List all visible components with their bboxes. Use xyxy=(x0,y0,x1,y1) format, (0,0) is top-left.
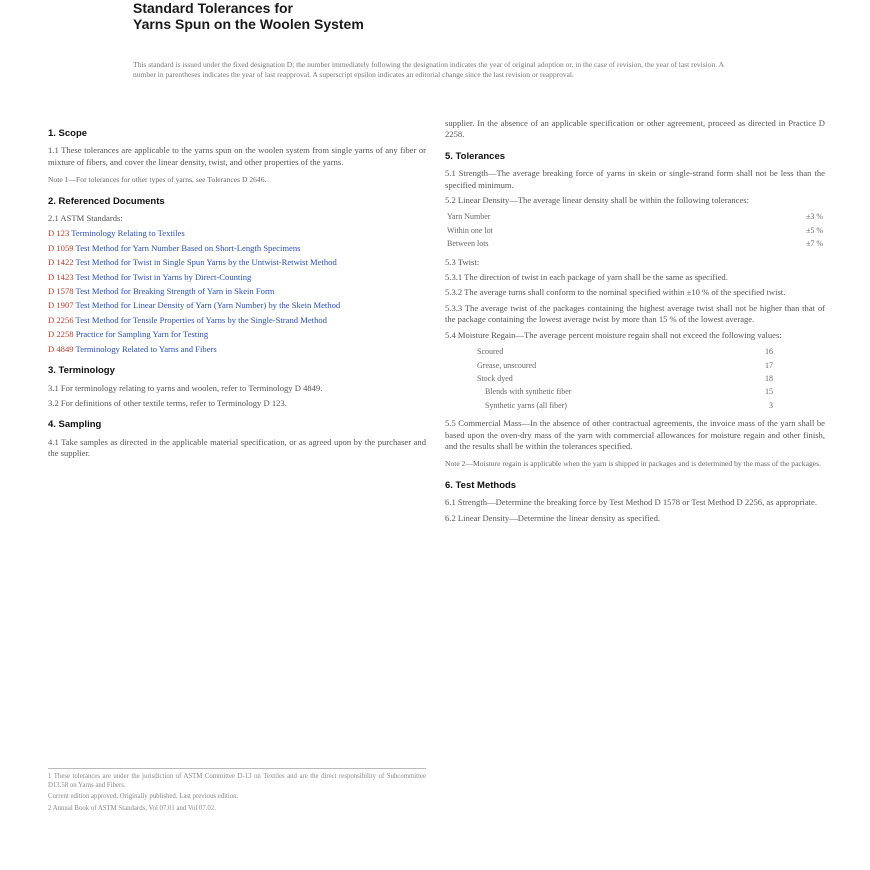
reference-title: Practice for Sampling Yarn for Testing xyxy=(75,329,209,340)
footnote: 2 Annual Book of ASTM Standards, Vol 07.01 and Vol 07.02. xyxy=(48,804,216,812)
table-cell-label: Between lots xyxy=(447,239,489,249)
paragraph: 6.1 Strength—Determine the breaking force by Test Method D 1578 or Test Method D 2256, as appropriate. xyxy=(445,497,817,508)
table-cell-value: ±5 % xyxy=(805,225,823,235)
reference-title: Test Method for Yarn Number Based on Short-Length Specimens xyxy=(75,242,301,253)
paragraph: 4.1 Take samples as directed in the applicable material specification, or as agreed upon by the purchaser and the supplier. xyxy=(48,436,426,459)
paragraph: 5.4 Moisture Regain—The average percent moisture regain shall not exceed the following values: xyxy=(445,329,782,340)
reference-title: Test Method for Tensile Properties of Yarns by the Single-Strand Method xyxy=(75,314,327,325)
section-heading-test-methods: 6. Test Methods xyxy=(445,479,517,491)
reference-title: Test Method for Linear Density of Yarn (Yarn Number) by the Skein Method xyxy=(75,300,341,311)
table-cell-value: ±3 % xyxy=(805,212,823,222)
reference-list xyxy=(48,228,426,355)
section-heading-tolerances: 5. Tolerances xyxy=(445,150,506,162)
table-row xyxy=(475,399,775,412)
reference-title: Test Method for Twist in Yarns by Direct-Counting xyxy=(75,271,252,282)
reference-title: Test Method for Breaking Strength of Yarn in Skein Form xyxy=(75,286,275,297)
table-row xyxy=(475,359,775,372)
table-row xyxy=(475,372,775,385)
moisture-regain-table xyxy=(475,345,775,412)
reference-code: D 1578 xyxy=(48,286,74,297)
reference-item[interactable] xyxy=(48,300,426,311)
reference-code: D 1907 xyxy=(48,300,74,311)
section-heading-scope: 1. Scope xyxy=(48,128,88,139)
paragraph: supplier. In the absence of an applicable specification or other agreement, proceed as directed in Practice D 2258. xyxy=(445,118,825,140)
reference-item[interactable] xyxy=(48,257,426,268)
table-row xyxy=(445,224,825,237)
table-cell-value: 15 xyxy=(765,387,773,397)
reference-code: D 1059 xyxy=(48,242,74,253)
reference-code: D 4849 xyxy=(48,343,74,354)
section-heading-sampling: 4. Sampling xyxy=(48,419,102,431)
paragraph: 6.2 Linear Density—Determine the linear density as specified. xyxy=(445,512,661,523)
linear-density-table xyxy=(445,210,825,250)
reference-item[interactable] xyxy=(48,329,426,340)
reference-code: D 123 xyxy=(48,228,70,239)
paragraph: 3.1 For terminology relating to yarns and woolen, refer to Terminology D 4849. xyxy=(48,382,323,393)
paragraph: 5.3 Twist: xyxy=(445,256,480,267)
table-row xyxy=(475,385,775,398)
paragraph: 5.3.2 The average turns shall conform to the nominal specified within ±10 % of the specified twist. xyxy=(445,287,786,298)
table-cell-value: 17 xyxy=(765,360,773,370)
reference-code: D 1422 xyxy=(48,257,74,268)
reference-code: D 2256 xyxy=(48,314,74,325)
table-cell-label: Scoured xyxy=(477,347,504,357)
reference-title: Terminology Related to Yarns and Fibers xyxy=(75,343,217,354)
paragraph: 3.2 For definitions of other textile terms, refer to Terminology D 123. xyxy=(48,397,287,408)
table-cell-label: Grease, unscoured xyxy=(477,360,537,370)
table-cell-value: ±7 % xyxy=(805,239,823,249)
table-row xyxy=(445,210,825,223)
paragraph: 5.1 Strength—The average breaking force of yarns in skein or single-strand form shall not be less than the specified minimum. xyxy=(445,168,825,190)
footnote: Current edition approved. Originally published. Last previous edition. xyxy=(48,793,239,801)
title-line-1: Standard Tolerances for xyxy=(133,0,294,16)
right-column xyxy=(445,118,825,528)
reference-item[interactable] xyxy=(48,228,426,239)
footnote: 1 These tolerances are under the jurisdiction of ASTM Committee D-13 on Textiles and are the direct responsibility of Subcommittee D13.58 on Yarns and Fibers. xyxy=(48,773,426,789)
table-row xyxy=(475,345,775,358)
paragraph: 2.1 ASTM Standards: xyxy=(48,213,123,224)
reference-item[interactable] xyxy=(48,286,426,297)
paragraph: 5.5 Commercial Mass—In the absence of other contractual agreements, the invoice mass of the yarn shall be based upon the oven-dry mass of the yarn with commercial allowances for moisture regain and other finish, and the results shall be within the tolerances specified. xyxy=(445,418,825,451)
reference-title: Terminology Relating to Textiles xyxy=(71,228,185,239)
section-heading-references: 2. Referenced Documents xyxy=(48,195,165,207)
left-column xyxy=(48,118,426,464)
table-cell-value: 16 xyxy=(765,347,773,357)
paragraph: 5.3.3 The average twist of the packages containing the highest average twist shall not be higher than that of the package containing the lowest average twist by more than 15 % of the lowest average. xyxy=(445,302,825,325)
reference-item[interactable] xyxy=(48,243,426,254)
table-cell-value: 3 xyxy=(769,400,773,410)
paragraph: 5.3.1 The direction of twist in each package of yarn shall be the same as specified. xyxy=(445,272,728,283)
reference-code: D 2258 xyxy=(48,329,74,340)
reference-item[interactable] xyxy=(48,315,426,326)
reference-title: Test Method for Twist in Single Spun Yarns by the Untwist-Retwist Method xyxy=(75,257,337,268)
paragraph: 1.1 These tolerances are applicable to the yarns spun on the woolen system from single yarns of any fiber or mixture of fibers, and cover the linear density, twist, and other properties of the yarns. xyxy=(48,145,426,167)
reference-item[interactable] xyxy=(48,272,426,283)
reference-code: D 1423 xyxy=(48,271,74,282)
table-cell-value: 18 xyxy=(765,373,773,383)
table-cell-label: Synthetic yarns (all fiber) xyxy=(485,400,567,410)
note: Note 1—For tolerances for other types of yarns, see Tolerances D 2646. xyxy=(48,175,267,185)
document-title xyxy=(133,0,364,32)
table-cell-label: Stock dyed xyxy=(477,373,513,383)
reference-item[interactable] xyxy=(48,344,426,355)
footnotes xyxy=(48,768,426,816)
table-cell-label: Yarn Number xyxy=(447,212,491,222)
title-line-2: Yarns Spun on the Woolen System xyxy=(133,16,364,32)
note: Note 2—Moisture regain is applicable when the yarn is shipped in packages and is determined by the mass of the packages. xyxy=(445,459,821,469)
table-cell-label: Blends with synthetic fiber xyxy=(485,387,572,397)
table-row xyxy=(445,237,825,250)
table-cell-label: Within one lot xyxy=(447,225,493,235)
paragraph: 5.2 Linear Density—The average linear density shall be within the following tolerances: xyxy=(445,195,750,206)
section-heading-terminology: 3. Terminology xyxy=(48,365,115,377)
abstract: This standard is issued under the fixed designation D; the number immediately following the designation indicates the year of original adoption or, in the case of revision, the year of last revision. A number in parentheses indicates the year of last reapproval. A superscript epsilon indicates an editorial change since the last revision or reapproval. xyxy=(133,60,724,79)
